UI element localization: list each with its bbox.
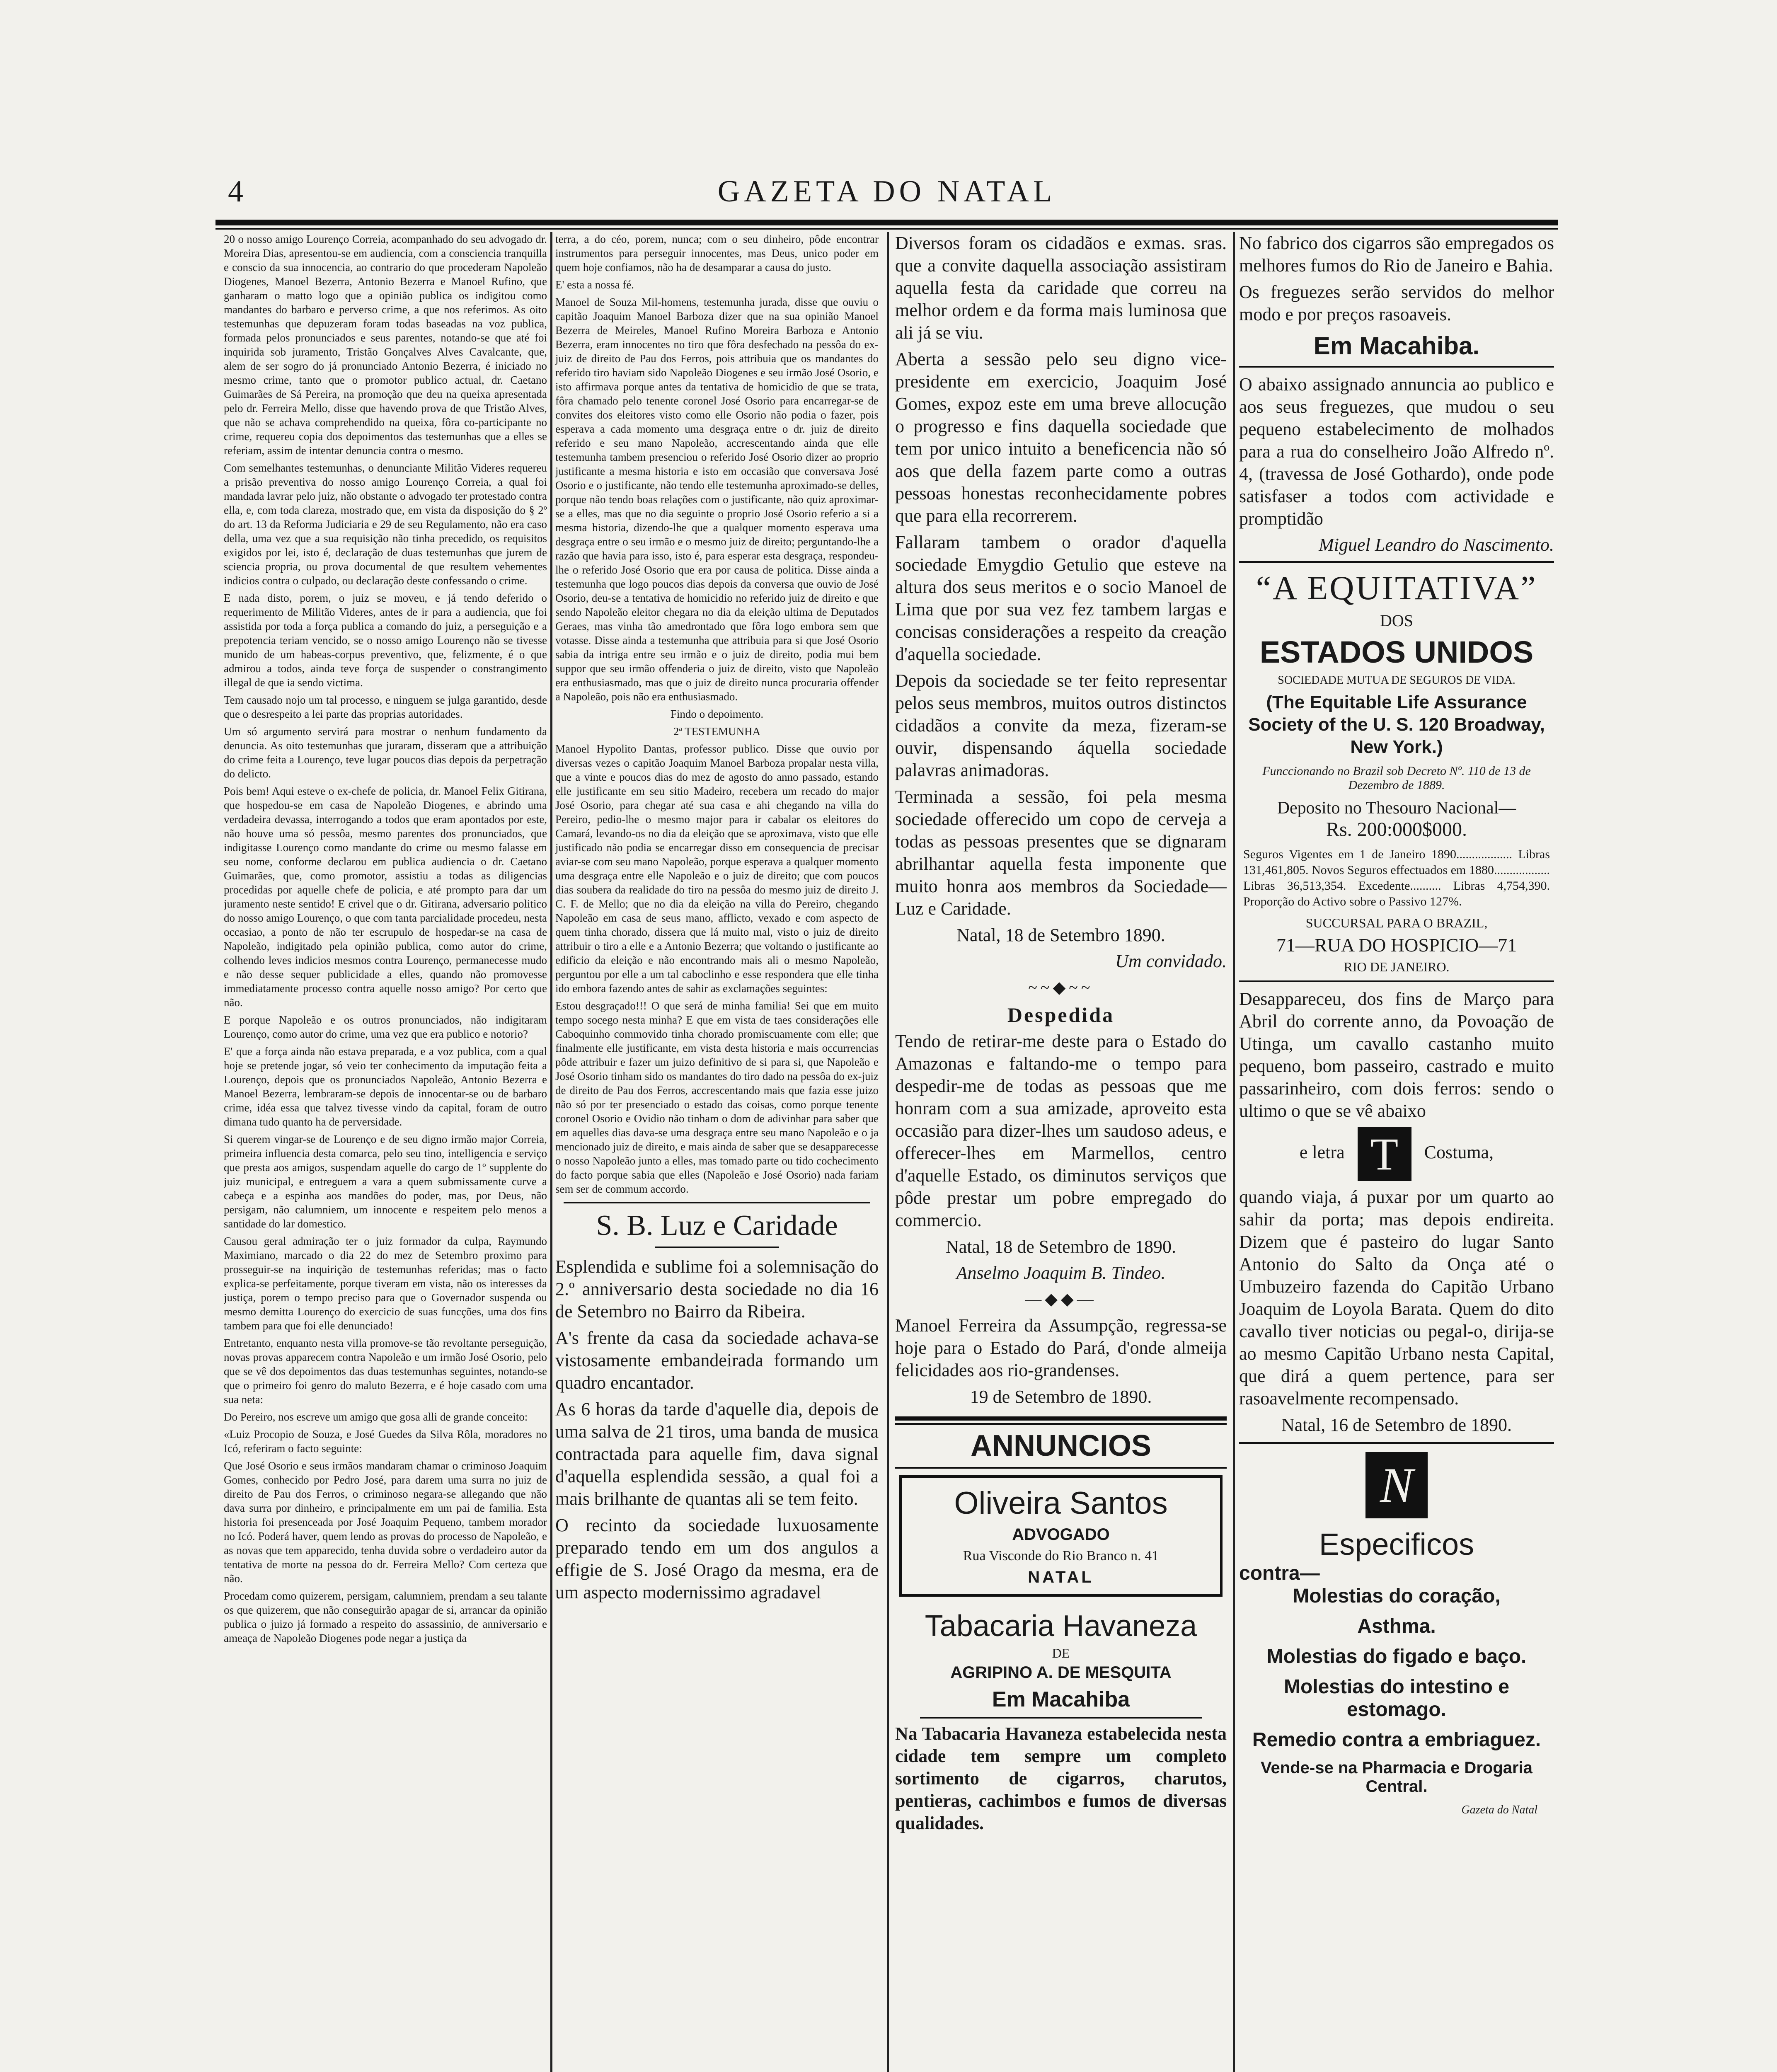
ad-text: Vende-se na Pharmacia e Drogaria Central.	[1261, 1759, 1532, 1796]
article-paragraph: terra, a do céo, porem, nunca; com o seu dinheiro, pôde encontrar instrumentos para perseguir innocentes, mas Deus, unico poder em quem hoje confiamos, não ha de desamparar a causa do justo.	[555, 233, 879, 274]
ad-text: DOS	[1380, 611, 1414, 630]
article-paragraph: E' que a força ainda não estava preparada, e a voz publica, com a qual hoje se pretende jogar, só veio ter conhecimento da imputação feita a Lourenço, depois que os pronunciados Napoleão, Antonio Bezerra e Manoel Bezerra, lembraram-se depois de innocentar-se ou de barbaro crime, idéa essa que talvez tivesse vindo da capital, foram de outro dimana tudo quanto ha de perversidade.	[224, 1045, 547, 1128]
column-2	[555, 232, 879, 2072]
article-paragraph: Entretanto, enquanto nesta villa promove-se tão revoltante perseguição, novas provas apparecem contra Napoleão e um irmão José Osorio, pelo que se vê dos depoimentos das duas testemunhas seguintes, notando-se que o primeiro foi genro do maluto Bezerra, e é hoje casado com uma sua neta:	[224, 1337, 547, 1406]
ad-text: Funccionando no Brazil sob Decreto Nº. 110 de 13 de Dezembro de 1889.	[1262, 764, 1531, 792]
ad-text: SUCCURSAL PARA O BRAZIL,	[1305, 915, 1488, 930]
signature: Anselmo Joaquim B. Tindeo.	[956, 1263, 1166, 1283]
ad-text: Molestias do coração,	[1293, 1585, 1501, 1607]
ad-text: Asthma.	[1357, 1615, 1436, 1637]
article-paragraph: Aberta a sessão pelo seu digno vice-presidente em exercicio, Joaquim José Gomes, expoz este em uma breve allocução o progresso e fins daquella sociedade que tem por unico intuito a beneficencia não só aos que della fazem parte como a outras pessoas honestas reconhecidamente pobres que para ella recorrerem.	[895, 349, 1227, 526]
article-paragraph: Fallaram tambem o orador d'aquella sociedade Emygdio Getulio que esteve na altura dos seus meritos e o socio Manoel de Lima que por sua vez fez tambem largas e concisas considerações a respeito da creação d'aquella sociedade.	[895, 532, 1227, 664]
header-rule	[215, 220, 1558, 225]
article-paragraph: Do Pereiro, nos escreve um amigo que gosa alli de grande conceito:	[224, 1411, 528, 1423]
ad-text: Os freguezes serão servidos do melhor modo e por preços rasoaveis.	[1239, 282, 1554, 324]
article-paragraph: «Luiz Procopio de Souza, e José Guedes da Silva Rôla, moradores no Icó, referiram o facto seguinte:	[224, 1428, 547, 1455]
ornament-divider: —◆◆—	[1025, 1290, 1097, 1308]
article-paragraph: Manoel de Souza Mil-homens, testemunha jurada, disse que ouviu o capitão Joaquim Manoel Barboza dizer que na sua opinião Manoel Bezerra de Meireles, Manoel Rufino Moreira Barboza e Antonio Bezerra, eram innocentes no tiro que fôra desfechado na pessôa do ex-juiz de direito de Pau dos Ferros, pois attribuia que os mandantes do referido tiro haviam sido Napoleão Diogenes e seu irmão José Osorio, e isto affirmava porque antes da tentativa de homicidio de que se trata, fôra chamado pelo tenente coronel José Osorio para encarregar-se de convites dos eleitores visto como elle Osorio não podia o fazer, pois esperava a cada momento uma desgraça entre o dr. juiz de direito referido e seu mano Napoleão, accrescentando ainda que elle testemunha tambem presenciou o referido José Osorio dizer ao proprio justificante a mesma historia e isto em occasião que conversava José Osorio e o justificante, não tendo elle testemunha aproximado-se delles, porque não tendo boas relações com o justificante, não quiz aproximar-se a elles, mas que no dia seguinte o proprio José Osorio referio a si a mesma historia, dizendo-lhe que a qualquer momento esperava uma desgraça entre o seu irmão e o mesmo juiz de direito; perguntando-lhe a razão que havia para isso, isto é, para esperar esta desgraça, respondeu-lhe o referido José Osorio que era por causa de politica. Disse ainda a testemunha que logo poucos dias depois da conversa que ouvio de José Osorio, deu-se a tentativa de homicidio no referido juiz de direito e que sendo Napoleão eleitor chegara no dia da eleição ultima de Deputados Geraes, mas vinha tão amedrontado que fôra logo embora sem que votasse. Disse ainda a testemunha que attribuia para si que José Osorio sabia da intriga entre seu irmão e o juiz de direito, podia mui bem suppor que seu irmão offenderia o juiz de direito, visto que Napoleão era enthusiasmado, mas que o juiz de direito nunca procuraria offender a Napoleão, pois não era enthusiasmado.	[555, 296, 879, 703]
ad-text: Desappareceu, dos fins de Março para Abril do corrente anno, da Povoação de Utinga, um cavallo castanho muito pequeno, bom passeiro, castrado e muito passarinheiro, com dois ferros: sendo o ultimo o que se vê abaixo	[1239, 989, 1554, 1121]
signature: Miguel Leandro do Nascimento.	[1319, 535, 1554, 555]
divider	[1239, 1442, 1554, 1444]
column-3	[895, 232, 1227, 2072]
column-4	[1239, 232, 1554, 2072]
article-paragraph: Estou desgraçado!!! O que será de minha familia! Sei que em muito tempo socego nesta minha? E que em vista de taes considerações elle Caboquinho commovido tinha chorado promiscuamente com elle; que finalmente elle justificante, em vista desta historia e mais occurrencias pôde attribuir e fazer um juizo definitivo de si para si, que Napoleão e José Osorio tinham sido os mandantes do tiro dado na pessôa do ex-juiz de direito de Pau dos Ferros, accrescentando mais que fazia esse juizo não só por ter presenciado o estado das coisas, como porque tenente coronel Osorio e Ovidio não tinham o dom de adivinhar para saber que em aquelles dias dava-se uma desgraça entre seu mano Napoleão e o ja mencionado juiz de direito, e mais ainda de saber que se desapparecesse o nosso Napoleão junto a elles, mas tomado parte ou tido cochecimento do facto porque sabia que elles (Napoleão e José Osorio) nada fariam sem ser de commum accordo.	[555, 1000, 879, 1195]
ad-text: contra—	[1239, 1562, 1320, 1584]
section-heading: 2ª TESTEMUNHA	[673, 725, 761, 738]
article-paragraph: Depois da sociedade se ter feito representar pelos seus membros, muitos outros distinctos cidadãos a convite da meza, fizeram-se ouvir, dispensando áquella sociedade palavras animadoras.	[895, 670, 1227, 780]
ad-title: Oliveira Santos	[954, 1486, 1168, 1521]
article-paragraph: Diversos foram os cidadãos e exmas. sras. que a convite daquella associação assistiram aquella festa da caridade que correu na melhor ordem e da forma mais luminosa que ali já se viu.	[895, 233, 1227, 343]
article-paragraph: Com semelhantes testemunhas, o denunciante Militão Videres requereu a prisão preventiva do nosso amigo Lourenço Correia, a qual foi mandada lavrar pelo juiz, não obstante o advogado ter protestado contra ella, e, com toda clareza, mostrado que, em vista da disposição do § 2º do art. 13 da Reforma Judiciaria e 29 de seu Regulamento, não era caso della, uma vez que a sua requisição não tinha precedido, os requisitos exigidos por lei, isto é, declaração de duas testemunhas que jurem de sciencia propria, ou prova documental de que resultem vehementes indicios contra o culpado, ou declaração deste confessando o crime.	[224, 462, 547, 587]
masthead: GAZETA DO NATAL	[717, 174, 1056, 208]
article-paragraph: Que José Osorio e seus irmãos mandaram chamar o criminoso Joaquim Gomes, conhecido por Pedro José, para darem uma surra no juiz de direito de Pau dos Ferros, o criminoso negara-se allegando que não dava surra por dinheiro, e principalmente em um pai de familia. Esta historia foi presenceada por José Joaquim Pequeno, tambem morador no Icó. Poderá haver, quem lendo as provas do processo de Napoleão, e as novas que tem apparecido, tenha duvida sobre o verdadeiro autor da tentativa de morte na pessoa do dr. Ferreira Mello? Com certeza que não.	[224, 1460, 547, 1585]
ad-text: Rs. 200:000$000.	[1326, 818, 1467, 840]
ad-text: No fabrico dos cigarros são empregados os melhores fumos do Rio de Janeiro e Bahia.	[1239, 233, 1554, 276]
article-paragraph: E porque Napoleão e os outros pronunciados, não indigitaram Lourenço, como autor do crime, uma vez que era publico e notorio?	[224, 1014, 547, 1040]
ad-text: Deposito no Thesouro Nacional—	[1277, 799, 1516, 818]
dateline: Natal, 18 de Setembro 1890.	[956, 925, 1165, 945]
dateline: 19 de Setembro de 1890.	[970, 1387, 1152, 1407]
divider	[1239, 561, 1554, 563]
ad-text: Molestias do figado e baço.	[1266, 1646, 1527, 1668]
divider	[895, 1467, 1227, 1469]
ad-title: Especificos	[1319, 1527, 1474, 1561]
page-header	[215, 166, 1558, 215]
ad-text: SOCIEDADE MUTUA DE SEGUROS DE VIDA.	[1278, 674, 1516, 687]
article-paragraph: E' esta a nossa fé.	[555, 278, 634, 291]
dateline: Natal, 18 de Setembro de 1890.	[946, 1237, 1176, 1257]
ad-text: 71—RUA DO HOSPICIO—71	[1276, 934, 1517, 956]
article-paragraph: Procedam como quizerem, persigam, calumniem, prendam a seu talante os que quizerem, que não conseguirão apagar de si, arrancar da opinião publica o juizo já formado a respeito do assassinio, de anniversario e ameaça de Napoleão Diogenes pode negar a justiça da	[224, 1590, 547, 1644]
divider	[920, 1717, 1202, 1719]
divider	[895, 1416, 1227, 1425]
article-paragraph: Tendo de retirar-me deste para o Estado do Amazonas e faltando-me o tempo para despedir-me de todas as pessoas que me honram com a sua amizade, aproveito esta occasião para dizer-lhes um saudoso adeus, e offerecer-lhes em Marmellos, centro d'aquelle Estado, os diminutos serviços que pôde prestar um pobre empregado do commercio.	[895, 1031, 1227, 1230]
ad-address: Rua Visconde do Rio Branco n. 41	[963, 1548, 1159, 1564]
article-title: Despedida	[1007, 1003, 1115, 1026]
ad-title: Tabacaria Havaneza	[925, 1610, 1197, 1643]
ad-text: Molestias do intestino e estomago.	[1283, 1676, 1510, 1721]
column-divider	[550, 232, 552, 2072]
ad-text: Seguros Vigentes em 1 de Janeiro 1890.................. Libras 131,461,805. Novos Seguros effectuados em 1880.................. Libras 36,513,354. Excedente.......... Libras 4,754,390. Proporção do Activo sobre o Passivo 127%.	[1243, 847, 1550, 908]
ad-city: NATAL	[1028, 1568, 1094, 1586]
article-paragraph: Manoel Ferreira da Assumpção, regressa-se hoje para o Estado do Pará, d'onde almeija felicidades aos rio-grandenses.	[895, 1315, 1227, 1380]
ad-text: DE	[1052, 1646, 1070, 1661]
article-paragraph: Manoel Hypolito Dantas, professor publico. Disse que ouvio por diversas vezes o capitão Joaquim Manoel Barboza propalar nesta villa, que a vinte e poucos dias do mez de agosto do anno passado, estando elle justificante em seu sitio Madeiro, recebera um recado do major José Osorio, para chegar até sua casa e ahi chegando na villa do Pereiro, pedio-lhe o mesmo major para ir cabalar os eleitores do Camará, levando-os no dia da eleição que se aproximava, visto que elle justificado não podia se encarregar disso em consequencia de precisar aviar-se com seu mano Napoleão, porque esperava a qualquer momento uma desgraça entre elle Napoleão e o juiz de direito; que com poucos dias soubera da realidade do tiro na pessôa do mesmo juiz de direito J. C. F. de Mello; que no dia da eleição na villa do Pereiro, chegando Napoleão em casa de seus mano, afflicto, vexado e com aspecto de quem tinha chorado, dissera que lá muito mal, visto o juiz de direito attribuir o tiro a elle e a Antonio Bezerra; que voltando o justificante ao edificio da eleição e não encontrando mais ali o mesmo Napoleão, perguntou por elle a um tal caboclinho e esse respondera que elle tinha ido embora fazendo antes de sahir as exclamações seguintes:	[555, 743, 879, 995]
article-paragraph: Esplendida e sublime foi a solemnisação do 2.º anniversario desta sociedade no dia 16 de Setembro no Bairro da Ribeira.	[555, 1256, 879, 1322]
ad-text: Remedio contra a embriaguez.	[1252, 1729, 1541, 1751]
article-paragraph: Um só argumento servirá para mostrar o nenhum fundamento da denuncia. As oito testemunhas que juraram, disseram que a attribuição do crime feita a Lourenço, teve lugar poucos dias depois da perpetração do delicto.	[224, 725, 547, 780]
article-paragraph: E nada disto, porem, o juiz se moveu, e já tendo deferido o requerimento de Militão Videres, antes de ir para a audiencia, que foi assistida por toda a força publica a comando do juiz, a perseguição e a prepotencia teriam vencido, se o nosso amigo Lourenço não se tivesse munido de um habeas-corpus preventivo, que, felizmente, é o que admirou a todos, ainda teve força de suspender o constrangimento illegal de que ia sendo victima.	[224, 592, 547, 689]
article-title: S. B. Luz e Caridade	[596, 1210, 838, 1242]
article-paragraph: As 6 horas da tarde d'aquelle dia, depois de uma salva de 21 tiros, uma banda de musica contractada para aquelle fim, dava signal d'aquella esplendida sessão, a qual foi a mais brilhante de quantas ali se tem feito.	[555, 1399, 879, 1509]
ad-text: e letra	[1299, 1142, 1345, 1163]
ad-text: RIO DE JANEIRO.	[1344, 959, 1450, 974]
brand-line	[1239, 1127, 1554, 1181]
ad-title: “A EQUITATIVA”	[1256, 569, 1537, 607]
ad-signature: Gazeta do Natal	[1461, 1803, 1537, 1816]
column-divider	[1233, 232, 1235, 2072]
article-paragraph: A's frente da casa da sociedade achava-se vistosamente embandeirada formando um quadro encantador.	[555, 1328, 879, 1393]
divider	[655, 1247, 779, 1248]
dateline: Natal, 16 de Setembro de 1890.	[1281, 1415, 1512, 1435]
ad-text: quando viaja, á puxar por um quarto ao sahir da porta; mas depois endireita. Dizem que é pasteiro do lugar Santo Antonio do Salto da Onça até o Umbuzeiro fazenda do Capitão Urbano Joaquim de Loyola Barata. Quem do dito cavallo tiver noticias ou pegal-o, dirija-se ao mesmo Capitão Urbano nesta Capital, que dirá a quem pertence, para ser rasoavelmente recompensado.	[1239, 1187, 1554, 1409]
ad-text: Na Tabacaria Havaneza estabelecida nesta cidade tem sempre um completo sortimento de cigarros, charutos, pentieras, cachimbos e fumos de diversas qualidades.	[895, 1723, 1227, 1833]
article-paragraph: O recinto da sociedade luxuosamente preparado tendo em um dos angulos a effigie de S. José Orago da mesma, era de um aspecto modernissimo agradavel	[555, 1515, 879, 1602]
article-paragraph: Tem causado nojo um tal processo, e ninguem se julga garantido, desde que o desrespeito a lei parte das proprias autoridades.	[224, 694, 547, 720]
article-paragraph: Causou geral admiração ter o juiz formador da culpa, Raymundo Maximiano, marcado o dia 22 do mez de Setembro proximo para prosseguir-se na inquirição de testemunhas referidas; mas o facto explica-se perfeitamente, porque tiveram em vista, não os interesses da justiça, porem o tempo preciso para que o Governador suspenda ou mesmo demitta Lourenço do exercicio de suas funcções, uma dos fins tambem para que foi elle denunciado!	[224, 1235, 547, 1332]
page-number: 4	[228, 174, 243, 208]
column-1	[224, 232, 547, 2072]
ad-oliveira-santos	[899, 1475, 1223, 1597]
ad-text: Costuma,	[1424, 1142, 1494, 1163]
article-paragraph: Pois bem! Aqui esteve o ex-chefe de policia, dr. Manoel Felix Gitirana, que hospedou-se em casa de Napoleão Diogenes, e abrindo uma verdadeira devassa, interrogando a todos que eram apontados por este, não houve uma só pessôa, mesmo parentes dos pronunciados, que indigitasse Lourenço como mandante do crime ou mesmo falasse em seu nome, conforme declarou em publica audiencia o dr. Caetano Guimarães, que, como promotor, assistiu a todas as diligencias procedidas por aquelle chefe de policia, e até prompto para dar um juramento neste sentido! E crivel que o dr. Gitirana, adversario politico do nosso amigo Lourenço, o que com tanta parcialidade procedeu, nesta occasiao, a ponto de não ter escrupulo de hospedar-se na casa de Napoleão, indigitado pela opinião publica, como autor do crime, colhendo leves indicios mesmos contra Lourenço, permanecesse mudo e não desse sequer publicidade a elles, quando não promovesse immediatamente processo contra aquelle nosso amigo? Por certo que não.	[224, 785, 547, 1009]
article-paragraph: Terminada a sessão, foi pela mesma sociedade offerecido um copo de cerveja a todas as pessoas presentes que se dignaram abrilhantar aquella festa imponente que muito honra aos membros da Sociedade—Luz e Caridade.	[895, 787, 1227, 919]
ornament-divider: ~~◆~~	[1028, 978, 1094, 997]
ad-text: O abaixo assignado annuncia ao publico e aos seus freguezes, que mudou o seu pequeno estabelecimento de molhados para a rua do conselheiro João Alfredo nº. 4, (travessa de José Gothardo), onde pode satisfaser a todos com actividade e promptidão	[1239, 374, 1554, 529]
divider	[1239, 366, 1554, 368]
ads-heading: ANNUNCIOS	[970, 1429, 1151, 1462]
article-paragraph: Findo o depoimento.	[670, 708, 764, 720]
ad-title: ESTADOS UNIDOS	[1259, 635, 1534, 669]
column-divider	[887, 232, 889, 2072]
ad-city: Em Macahiba	[992, 1687, 1130, 1711]
article-paragraph: Si querem vingar-se de Lourenço e de seu digno irmão major Correia, primeira influencia desta comarca, pelo seu tino, intelligencia e serviço que presta aos amigos, suspendam aquelle do cargo de 1º supplente do juiz municipal, e entreguem a vara a quem submissamente curve a cabeça e a espinha aos mandões do poder, mas, por Deus, não persigam, não calumniem, um innocente e respeitem pelo menos a santidade do lar domestico.	[224, 1133, 547, 1230]
article-paragraph: 20 o nosso amigo Lourenço Correia, acompanhado do seu advogado dr. Moreira Dias, apresentou-se em audiencia, com a consciencia tranquilla e conscio da sua innocencia, ao contrario do que procederam Napoleão Diogenes, Manoel Bezerra, Antonio Bezerra e Manoel Rufino, que ganharam o matto logo que a opinião publica os indigitou como mandantes do barbaro e perverso crime, a que nos referimos. As oito testemunhas que depuzeram foram todas baseadas na voz publica, formada pelos pronunciados e seus parentes, notando-se que até foi inquirida sob juramento, Tristão Gonçalves Alves Cavalcante, que, alem de ser sogro do já pronunciado Antonio Bezerra, é iniciado no mesmo crime, tanto que o promotor publico actual, dr. Caetano Guimarães de Sá Pereira, na promoção que deu na queixa apresentada pelo dr. Ferreira Mello, disse que havendo prova de que Tristão Alves, que não se achava comprehendido na queixa, fôra co-participante no crime, requereu copia dos depoimentos das testemunhas que a elles se referiam, assim de intentar denuncia contra o mesmo.	[224, 233, 547, 457]
ad-owner: AGRIPINO A. DE MESQUITA	[950, 1663, 1172, 1682]
brand-mark-icon: T	[1358, 1127, 1411, 1181]
pharmacy-logo-icon: N	[1365, 1452, 1428, 1518]
header-rule-thin	[215, 228, 1558, 230]
ad-text: (The Equitable Life Assurance Society of the U. S. 120 Broadway, New York.)	[1248, 692, 1545, 757]
divider	[564, 1202, 870, 1203]
divider	[1239, 980, 1554, 982]
ad-role: ADVOGADO	[1012, 1525, 1110, 1544]
ad-city: Em Macahiba.	[1313, 332, 1480, 360]
signature: Um convidado.	[1115, 951, 1227, 971]
